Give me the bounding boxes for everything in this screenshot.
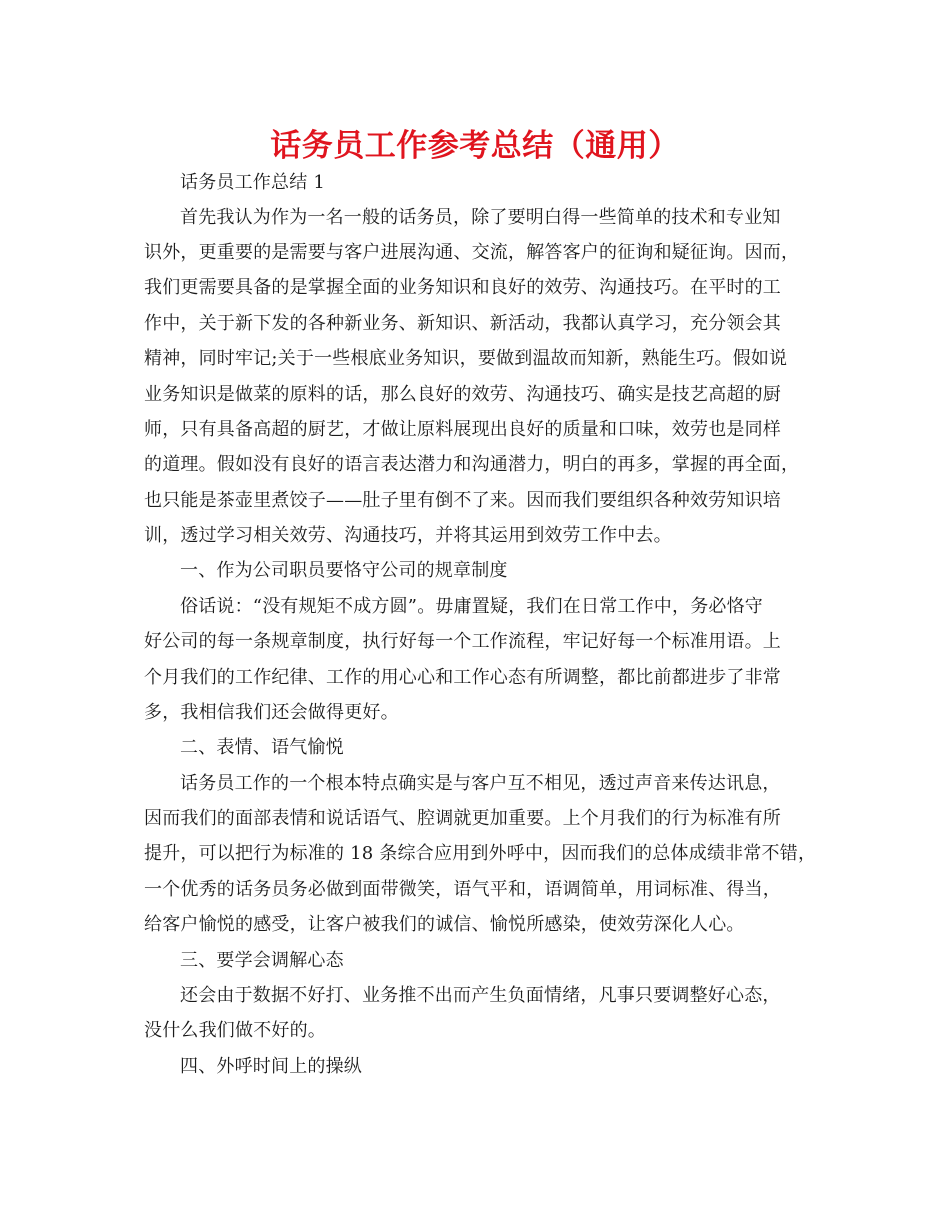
section-heading: 话务员工作总结 1 [180,172,325,193]
paragraph-line: 的道理。假如没有良好的语言表达潜力和沟通潜力，明白的再多，掌握的再全面， [144,454,800,475]
section-heading: 四、外呼时间上的操纵 [180,1056,362,1077]
paragraph-line: 识外，更重要的是需要与客户进展沟通、交流，解答客户的征询和疑征询。因而， [144,242,800,263]
paragraph-line: 师，只有具备高超的厨艺，才做让原料展现出良好的质量和口味，效劳也是同样 [144,419,781,440]
paragraph-line: 多，我相信我们还会做得更好。 [144,702,399,723]
paragraph-line: 俗话说：“没有规矩不成方圆”。毋庸置疑，我们在日常工作中，务必恪守 [180,596,764,617]
paragraph-line: 提升，可以把行为标准的 18 条综合应用到外呼中，因而我们的总体成绩非常不错， [144,843,817,864]
section-heading: 二、表情、语气愉悦 [180,737,344,758]
paragraph-line: 没什么我们做不好的。 [144,1020,326,1041]
paragraph-line: 个月我们的工作纪律、工作的用心心和工作心态有所调整，都比前都进步了非常 [144,667,781,688]
paragraph-line: 还会由于数据不好打、业务推不出而产生负面情绪，凡事只要调整好心态， [180,985,781,1006]
paragraph-line: 作中，关于新下发的各种新业务、新知识、新活动，我都认真学习，充分领会其 [144,313,781,334]
paragraph-line: 一个优秀的话务员务必做到面带微笑，语气平和，语调简单，用词标准、得当， [144,879,781,900]
paragraph-line: 首先我认为作为一名一般的话务员，除了要明白得一些简单的技术和专业知 [180,207,781,228]
paragraph-line: 训，透过学习相关效劳、沟通技巧，并将其运用到效劳工作中去。 [144,525,672,546]
paragraph-line: 业务知识是做菜的原料的话，那么良好的效劳、沟通技巧、确实是技艺高超的厨 [144,384,781,405]
document-title: 话务员工作参考总结（通用） [270,128,680,164]
paragraph-line: 也只能是茶壶里煮饺子——肚子里有倒不了来。因而我们要组织各种效劳知识培 [144,490,781,511]
section-heading: 一、作为公司职员要恪守公司的规章制度 [180,560,508,581]
paragraph-line: 我们更需要具备的是掌握全面的业务知识和良好的效劳、沟通技巧。在平时的工 [144,277,781,298]
paragraph-line: 话务员工作的一个根本特点确实是与客户互不相见，透过声音来传达讯息， [180,773,781,794]
paragraph-line: 好公司的每一条规章制度，执行好每一个工作流程，牢记好每一个标准用语。上 [144,631,781,652]
paragraph-line: 精神，同时牢记;关于一些根底业务知识，要做到温故而知新，熟能生巧。假如说 [144,348,788,369]
paragraph-line: 因而我们的面部表情和说话语气、腔调就更加重要。上个月我们的行为标准有所 [144,808,781,829]
section-heading: 三、要学会调解心态 [180,950,344,971]
paragraph-line: 给客户愉悦的感受，让客户被我们的诚信、愉悦所感染，使效劳深化人心。 [144,914,745,935]
